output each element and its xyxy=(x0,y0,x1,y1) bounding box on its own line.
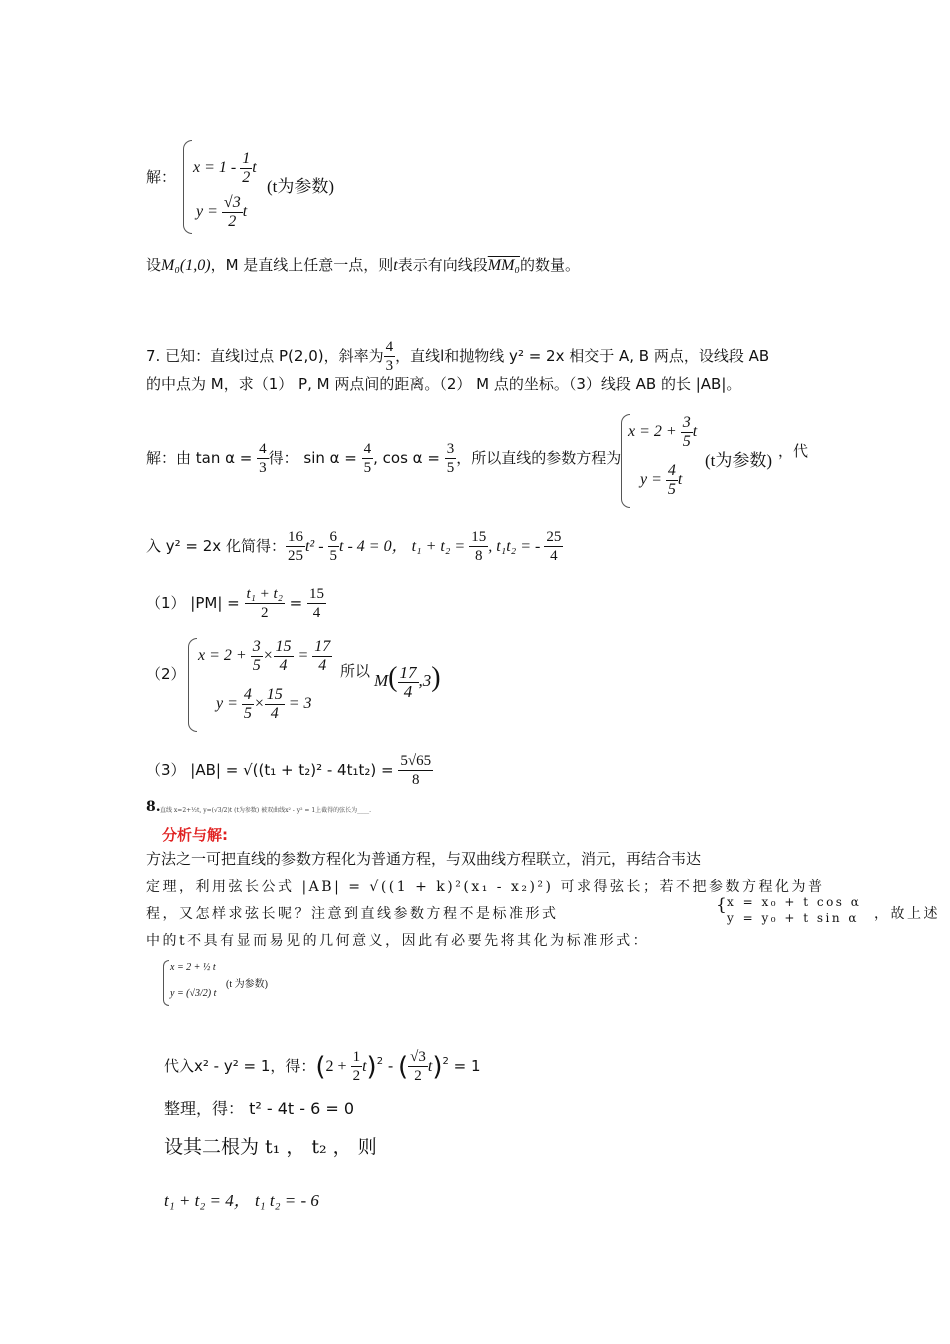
system-brace xyxy=(183,140,192,234)
std-form-x: x = 2 + ½ t xyxy=(170,962,216,973)
analysis-line-2: 定理，利用弦长公式 |AB| = √((1 + k)²(x₁ - x₂)²) 可求得弦长；若不把参数方程化为普 xyxy=(146,879,825,895)
std-form-brace xyxy=(163,960,169,1006)
part-2-label: （2） xyxy=(146,665,186,683)
part-2-x: x = 2 + $\frac{3}{5}$ × $\frac{15}{4}$ = $\frac{17}{4}$ xyxy=(198,638,331,674)
part-2-y: y = $\frac{4}{5}$ × $\frac{15}{4}$ = 3 xyxy=(216,686,312,722)
analysis-line-3b: ，故上述 xyxy=(874,906,940,922)
std-x: x = x₀ + t cos α xyxy=(727,895,862,909)
solution-label: 解： xyxy=(146,168,177,186)
std-brace: { xyxy=(716,895,727,915)
std-form-param: (t 为参数) xyxy=(226,979,268,990)
q7-solution-line: 解：由 tan α = $\frac{4}{3}$ 得： sin α = $\frac{4}{5}$ , cos α = $\frac{3}{5}$ ，所以直线的参数方程为 xyxy=(146,441,622,476)
so-text: 所以 xyxy=(340,662,371,680)
equation-x: x = 1 - $\frac{1}{2}$ t xyxy=(193,150,257,186)
analysis-heading: 分析与解: xyxy=(162,826,228,844)
part-2-brace xyxy=(188,638,197,732)
analysis-line-1: 方法之一可把直线的参数方程化为普通方程，与双曲线方程联立，消元，再结合韦达 xyxy=(146,850,702,868)
part-3: （3） |AB| = √((t₁ + t₂)² - 4t₁t₂) = $\frac{5√65}{8}$ xyxy=(146,753,432,788)
analysis-line-3a: 程，又怎样求弦长呢？注意到直线参数方程不是标准形式 xyxy=(146,906,559,922)
substitution-line: 入 y² = 2x 化简得： $\frac{16}{25}$ t² - $\frac{6}{5}$ t - 4 = 0， t₁ + t₂ = $\frac{15}{8}$ , t₁t₂ = - $\frac{25}{4}$ xyxy=(146,529,562,564)
question-8-number: 8. xyxy=(146,799,161,815)
equation-y: y = $\frac{√3}{2}$ t xyxy=(196,194,248,230)
question-7-line1: 7. 已知：直线l过点 P(2,0)，斜率为 $\frac{4}{3}$ ，直线l和抛物线 y² = 2x 相交于 A, B 两点，设线段 AB xyxy=(146,339,770,374)
question-7-line2: 的中点为 M，求（1） P, M 两点间的距离。（2） M 点的坐标。（3）线段 AB 的长 |AB|。 xyxy=(146,375,742,393)
vieta-line: t₁ + t₂ = 4， t₁ t₂ = - 6 xyxy=(164,1191,319,1210)
direction-text: 设M₀(1,0)，M 是直线上任意一点，则t表示有向线段MM₀的数量。 xyxy=(146,256,580,274)
question-8-text: 直线 x=2+½t, y=(√3/2)t (t为参数) 被双曲线x² - y² = 1上截得的弦长为____. xyxy=(160,807,372,814)
simplified-equation: 整理，得： t² - 4t - 6 = 0 xyxy=(164,1099,355,1118)
param-x: x = 2 + $\frac{3}{5}$ t xyxy=(628,414,698,450)
std-form-y: y = (√3/2) t xyxy=(170,988,217,999)
param-note: (t为参数) xyxy=(705,451,773,470)
part-1: （1） |PM| = $\frac{\text{t₁ + t₂}}{2}$ = $\frac{15}{4}$ xyxy=(146,586,325,621)
roots-line: 设其二根为 t₁ ， t₂ ， 则 xyxy=(164,1136,377,1158)
param-y: y = $\frac{4}{5}$ t xyxy=(640,462,683,498)
substitute-line: 代入x² - y² = 1，得：(2 + $\frac{1}{2}$ t)$^2$ - ( $\frac{√3}{2}$ t)$^2$ = 1 xyxy=(164,1049,481,1084)
std-y: y = y₀ + t sin α xyxy=(727,911,860,925)
analysis-line-4: 中的t不具有显而易见的几何意义，因此有必要先将其化为标准形式： xyxy=(146,933,650,949)
parameter-note: (t为参数) xyxy=(267,177,335,196)
point-M: M( $\frac{17}{4}$ ,3) xyxy=(374,662,441,701)
continue-text: ，代 xyxy=(778,442,809,460)
